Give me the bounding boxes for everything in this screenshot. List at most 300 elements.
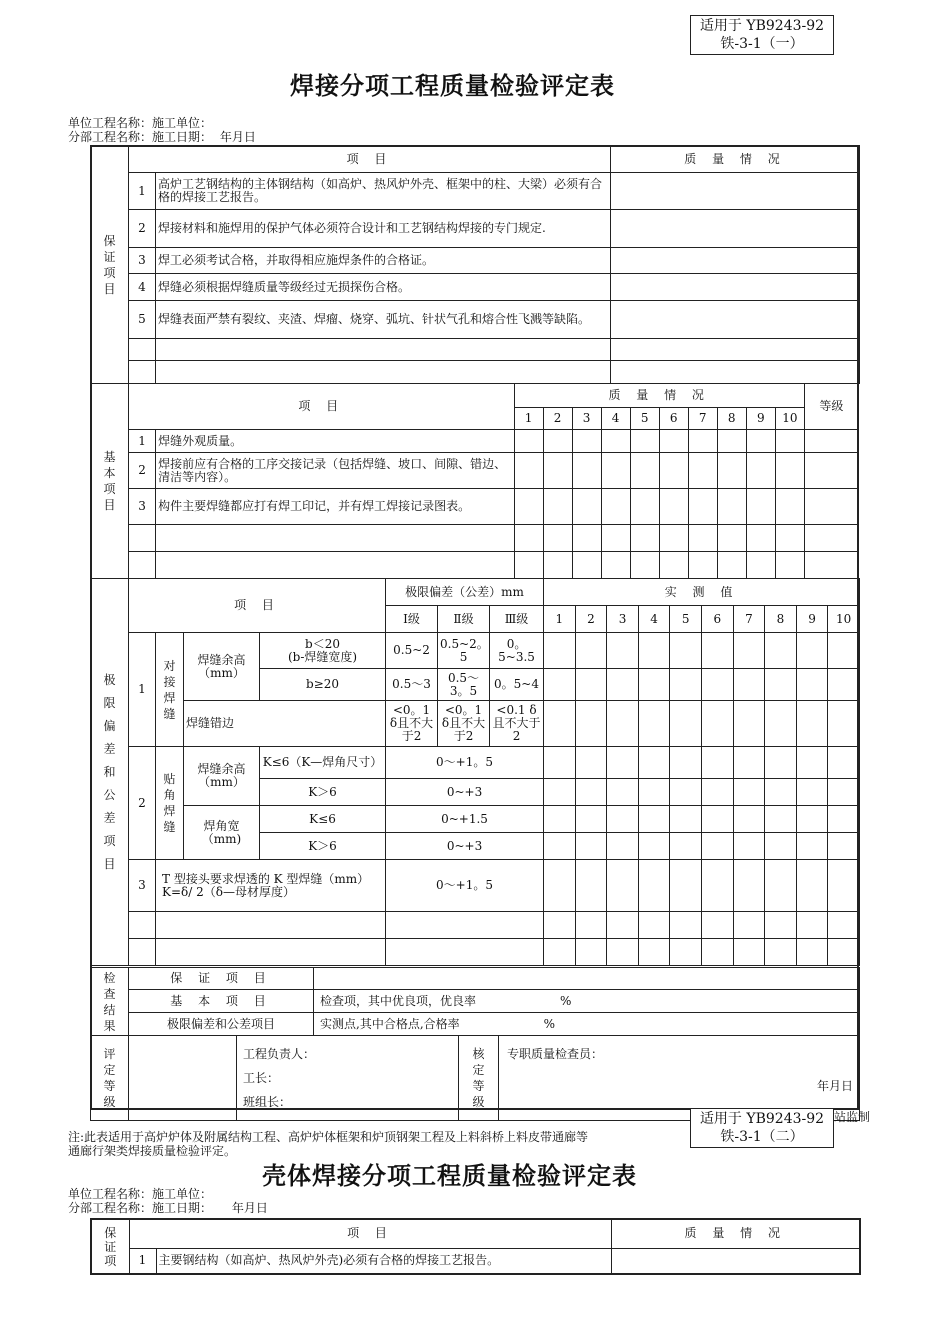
measure-cell[interactable] bbox=[828, 669, 860, 701]
measure-cell[interactable] bbox=[765, 779, 797, 806]
basic-result-text: 检查项，其中优良项，优良率 bbox=[320, 993, 477, 1008]
quality-cell[interactable] bbox=[746, 552, 775, 579]
empty-cell bbox=[129, 339, 156, 361]
percent-sign: % bbox=[560, 993, 572, 1008]
quality-cell[interactable] bbox=[775, 552, 804, 579]
measure-cell[interactable] bbox=[765, 747, 797, 779]
tolerance-section-label: 极 限 偏 差 和 公 差 项 目 bbox=[91, 579, 129, 966]
measure-cell[interactable] bbox=[733, 939, 765, 966]
empty-cell bbox=[129, 912, 156, 939]
row-number: 5 bbox=[129, 301, 156, 339]
quality-cell[interactable] bbox=[775, 430, 804, 453]
quality-cell[interactable] bbox=[572, 552, 601, 579]
col-number: 1 bbox=[514, 408, 543, 430]
form-code: 铁-3-1（二） bbox=[720, 1129, 804, 1145]
limit-value: <0。1 δ且不大于2 bbox=[386, 701, 438, 747]
measure-cell[interactable] bbox=[607, 779, 639, 806]
grade-cell[interactable] bbox=[804, 430, 858, 453]
grade-cell[interactable] bbox=[804, 453, 858, 489]
empty-cell bbox=[129, 939, 156, 966]
col-number: 9 bbox=[746, 408, 775, 430]
guarantee-table bbox=[90, 145, 860, 384]
measure-cell[interactable] bbox=[796, 633, 828, 669]
signatures-cell[interactable] bbox=[237, 1036, 459, 1121]
basic-header-grade: 等级 bbox=[804, 384, 858, 430]
shell-item-text: 主要钢结构（如高炉、热风炉外壳)必须有合格的焊接工艺报告。 bbox=[156, 1248, 611, 1274]
grade-2-header: Ⅱ级 bbox=[438, 606, 490, 633]
quality-cell[interactable] bbox=[717, 430, 746, 453]
measure-cell[interactable] bbox=[607, 701, 639, 747]
col-number: 8 bbox=[717, 408, 746, 430]
guarantee-header-item: 项 目 bbox=[129, 146, 611, 173]
quality-cell[interactable] bbox=[746, 525, 775, 552]
row-number: 2 bbox=[129, 210, 156, 248]
quality-cell[interactable] bbox=[659, 489, 688, 525]
quality-cell[interactable] bbox=[601, 525, 630, 552]
measure-cell[interactable] bbox=[670, 779, 702, 806]
tolerance-header-limit: 极限偏差（公差）mm bbox=[386, 579, 544, 606]
quality-cell[interactable] bbox=[630, 489, 659, 525]
limit-value: 0~+1.5 bbox=[386, 806, 544, 833]
quality-cell[interactable] bbox=[611, 274, 860, 301]
quality-cell[interactable] bbox=[659, 525, 688, 552]
guarantee-item-text: 焊工必须考试合格，并取得相应施焊条件的合格证。 bbox=[156, 248, 611, 274]
quality-cell[interactable] bbox=[543, 489, 572, 525]
measure-cell[interactable] bbox=[638, 669, 670, 701]
measure-cell[interactable] bbox=[828, 912, 860, 939]
basic-header-quality: 质 量 情 况 bbox=[514, 384, 804, 408]
measure-cell[interactable] bbox=[733, 779, 765, 806]
page-title-2: 壳体焊接分项工程质量检验评定表 bbox=[262, 1161, 637, 1190]
check-guarantee-label: 保 证 项 目 bbox=[129, 968, 314, 990]
limit-value: 0。5~3.5 bbox=[490, 633, 544, 669]
quality-cell[interactable] bbox=[611, 173, 860, 210]
evaluation-grade-cell[interactable] bbox=[129, 1036, 237, 1121]
quality-cell[interactable] bbox=[611, 301, 860, 339]
standard-badge bbox=[690, 15, 834, 55]
standard-code: 适用于 YB9243-92 bbox=[699, 18, 825, 34]
measure-cell[interactable] bbox=[575, 806, 607, 833]
k-le-6-label: K≤6 bbox=[260, 806, 386, 833]
measure-cell[interactable] bbox=[733, 701, 765, 747]
measure-cell[interactable] bbox=[670, 633, 702, 669]
team-leader-label: 班组长： bbox=[243, 1095, 292, 1109]
row-number: 2 bbox=[129, 453, 156, 489]
check-tolerance-result[interactable] bbox=[314, 1013, 860, 1036]
measure-cell[interactable] bbox=[607, 939, 639, 966]
measure-cell[interactable] bbox=[575, 669, 607, 701]
grade-1-header: Ⅰ级 bbox=[386, 606, 438, 633]
measure-cell[interactable] bbox=[733, 860, 765, 912]
measure-cell[interactable] bbox=[765, 860, 797, 912]
foreman-label: 工长： bbox=[243, 1071, 280, 1085]
measure-cell[interactable] bbox=[544, 939, 576, 966]
empty-cell bbox=[156, 912, 386, 939]
butt-weld-label: 对 接 焊 缝 bbox=[156, 633, 184, 747]
limit-value: 0.5~2 bbox=[386, 633, 438, 669]
reinforcement-label: 焊缝余高（mm） bbox=[184, 633, 260, 701]
shell-header-item: 项 目 bbox=[129, 1219, 611, 1248]
measure-cell[interactable] bbox=[733, 747, 765, 779]
measure-cell[interactable] bbox=[638, 912, 670, 939]
measure-cell[interactable] bbox=[607, 860, 639, 912]
quality-cell[interactable] bbox=[543, 430, 572, 453]
measure-cell[interactable] bbox=[670, 833, 702, 860]
guarantee-header-quality: 质 量 情 况 bbox=[611, 146, 860, 173]
measure-cell[interactable] bbox=[702, 939, 734, 966]
tolerance-result-text: 实测点,其中合格点,合格率 bbox=[320, 1016, 460, 1031]
measure-cell[interactable] bbox=[638, 633, 670, 669]
empty-cell bbox=[129, 361, 156, 384]
quality-cell[interactable] bbox=[601, 453, 630, 489]
note-line-1: 注:此表适用于高炉炉体及附属结构工程、高炉炉体框架和炉顶钢架工程及上料斜桥上料皮带通廊等 bbox=[68, 1130, 589, 1144]
measure-cell[interactable] bbox=[638, 806, 670, 833]
measure-cell[interactable] bbox=[544, 633, 576, 669]
measure-cell[interactable] bbox=[670, 701, 702, 747]
measure-cell[interactable] bbox=[796, 912, 828, 939]
measure-cell[interactable] bbox=[828, 833, 860, 860]
guarantee-item-text: 焊接材料和施焊用的保护气体必须符合设计和工艺钢结构焊接的专门规定. bbox=[156, 210, 611, 248]
tolerance-header-item: 项 目 bbox=[129, 579, 386, 633]
col-number: 6 bbox=[659, 408, 688, 430]
measure-cell[interactable] bbox=[828, 747, 860, 779]
measure-cell[interactable] bbox=[607, 633, 639, 669]
measure-cell[interactable] bbox=[544, 747, 576, 779]
measure-cell[interactable] bbox=[544, 860, 576, 912]
basic-section-label: 基 本 项 目 bbox=[91, 384, 129, 579]
measure-cell[interactable] bbox=[544, 833, 576, 860]
measure-cell[interactable] bbox=[733, 912, 765, 939]
measure-cell[interactable] bbox=[828, 779, 860, 806]
row-number: 3 bbox=[129, 860, 156, 912]
note-tail: 站监制 bbox=[834, 1110, 871, 1124]
row-number: 1 bbox=[129, 633, 156, 747]
quality-cell[interactable] bbox=[688, 552, 717, 579]
quality-cell[interactable] bbox=[688, 489, 717, 525]
measure-cell[interactable] bbox=[544, 701, 576, 747]
quality-cell[interactable] bbox=[514, 430, 543, 453]
measure-cell[interactable] bbox=[796, 833, 828, 860]
limit-value: <0.1 δ且不大于2 bbox=[490, 701, 544, 747]
col-number: 2 bbox=[543, 408, 572, 430]
limit-value: 0～+1。5 bbox=[386, 747, 544, 779]
basic-item-text: 焊接前应有合格的工序交接记录（包括焊缝、坡口、间隙、错边、清洁等内容）。 bbox=[156, 453, 514, 489]
shell-guarantee-label: 保 证 项 bbox=[91, 1219, 129, 1274]
sub-project-line-2 bbox=[68, 1202, 268, 1215]
basic-item-text: 焊缝外观质量。 bbox=[156, 430, 514, 453]
measure-cell[interactable] bbox=[765, 701, 797, 747]
t-joint-label: T 型接头要求焊透的 K 型焊缝（mm） K=δ/ 2（δ—母材厚度） bbox=[156, 860, 386, 912]
shell-header-quality: 质 量 情 况 bbox=[611, 1219, 860, 1248]
sub-project-line bbox=[68, 131, 256, 144]
row-number: 4 bbox=[129, 274, 156, 301]
measure-cell[interactable] bbox=[670, 669, 702, 701]
k-gt-6-label: K＞6 bbox=[260, 779, 386, 806]
limit-value: 0.5～3 bbox=[386, 669, 438, 701]
quality-cell[interactable] bbox=[775, 525, 804, 552]
row-number: 3 bbox=[129, 489, 156, 525]
standard-code: 适用于 YB9243-92 bbox=[699, 1111, 825, 1127]
measure-cell[interactable] bbox=[702, 833, 734, 860]
col-number: 6 bbox=[702, 606, 734, 633]
page-title: 焊接分项工程质量检验评定表 bbox=[290, 71, 615, 100]
empty-cell bbox=[129, 525, 156, 552]
measure-cell[interactable] bbox=[702, 779, 734, 806]
b-ge-20-label: b≥20 bbox=[260, 669, 386, 701]
limit-value: 0~+3 bbox=[386, 779, 544, 806]
measure-cell[interactable] bbox=[607, 747, 639, 779]
evaluation-grade-label: 评 定 等 级 bbox=[91, 1036, 129, 1121]
quality-cell[interactable] bbox=[514, 489, 543, 525]
measure-cell[interactable] bbox=[670, 912, 702, 939]
standard-badge-2 bbox=[690, 1108, 834, 1148]
measure-cell[interactable] bbox=[670, 860, 702, 912]
unit-project-line-2 bbox=[68, 1188, 212, 1201]
measure-cell[interactable] bbox=[702, 912, 734, 939]
empty-cell bbox=[129, 552, 156, 579]
measure-cell[interactable] bbox=[796, 779, 828, 806]
measure-cell[interactable] bbox=[575, 833, 607, 860]
quality-cell[interactable] bbox=[572, 525, 601, 552]
quality-cell[interactable] bbox=[659, 552, 688, 579]
quality-cell[interactable] bbox=[659, 453, 688, 489]
basic-header-item: 项 目 bbox=[129, 384, 514, 430]
col-number: 4 bbox=[638, 606, 670, 633]
measure-cell[interactable] bbox=[733, 669, 765, 701]
basic-table bbox=[90, 383, 859, 579]
quality-cell[interactable] bbox=[746, 489, 775, 525]
measure-cell[interactable] bbox=[575, 747, 607, 779]
measure-cell[interactable] bbox=[765, 669, 797, 701]
quality-cell[interactable] bbox=[572, 430, 601, 453]
measure-cell[interactable] bbox=[638, 939, 670, 966]
quality-cell[interactable] bbox=[717, 525, 746, 552]
k-gt-6-label: K＞6 bbox=[260, 833, 386, 860]
inspector-label: 专职质量检查员： bbox=[507, 1047, 604, 1061]
check-basic-label: 基 本 项 目 bbox=[129, 990, 314, 1013]
tolerance-table bbox=[90, 578, 860, 966]
measure-cell[interactable] bbox=[796, 860, 828, 912]
measure-cell[interactable] bbox=[796, 701, 828, 747]
row-number: 1 bbox=[129, 1248, 156, 1274]
quality-cell[interactable] bbox=[572, 453, 601, 489]
sub-project-label: 分部工程名称：施工日期： bbox=[68, 130, 213, 144]
quality-cell[interactable] bbox=[601, 430, 630, 453]
guarantee-section-label: 保 证 项 目 bbox=[91, 146, 129, 384]
measure-cell[interactable] bbox=[796, 747, 828, 779]
verified-grade-label: 核 定 等 级 bbox=[459, 1036, 499, 1121]
col-number: 7 bbox=[688, 408, 717, 430]
measure-cell[interactable] bbox=[702, 633, 734, 669]
quality-cell[interactable] bbox=[543, 552, 572, 579]
quality-cell[interactable] bbox=[775, 489, 804, 525]
measure-cell[interactable] bbox=[638, 701, 670, 747]
measure-cell[interactable] bbox=[607, 806, 639, 833]
measure-cell[interactable] bbox=[733, 833, 765, 860]
grade-cell[interactable] bbox=[804, 489, 858, 525]
quality-cell[interactable] bbox=[514, 453, 543, 489]
empty-cell bbox=[386, 912, 544, 939]
empty-cell bbox=[156, 552, 514, 579]
limit-value: 0.5～3。5 bbox=[438, 669, 490, 701]
quality-cell[interactable] bbox=[572, 489, 601, 525]
measure-cell[interactable] bbox=[765, 939, 797, 966]
measure-cell[interactable] bbox=[765, 912, 797, 939]
row-number: 3 bbox=[129, 248, 156, 274]
measure-cell[interactable] bbox=[796, 939, 828, 966]
quality-cell[interactable] bbox=[688, 525, 717, 552]
date-label: 年月日 bbox=[231, 1201, 268, 1215]
quality-cell[interactable] bbox=[630, 552, 659, 579]
col-number: 10 bbox=[775, 408, 804, 430]
check-result-label: 检 查 结 果 bbox=[91, 968, 129, 1036]
measure-cell[interactable] bbox=[796, 669, 828, 701]
row-number: 1 bbox=[129, 173, 156, 210]
quality-cell[interactable] bbox=[717, 489, 746, 525]
leg-width-label: 焊角宽（mm) bbox=[184, 806, 260, 860]
measure-cell[interactable] bbox=[828, 806, 860, 833]
measure-cell[interactable] bbox=[575, 701, 607, 747]
row-number: 2 bbox=[129, 747, 156, 860]
quality-cell[interactable] bbox=[746, 453, 775, 489]
sub-project-label: 分部工程名称：施工日期： bbox=[68, 1201, 213, 1215]
measure-cell[interactable] bbox=[575, 912, 607, 939]
unit-project-label: 单位工程名称：施工单位： bbox=[68, 116, 213, 130]
quality-cell[interactable] bbox=[543, 525, 572, 552]
row-number: 1 bbox=[129, 430, 156, 453]
limit-value: 0.5~2。5 bbox=[438, 633, 490, 669]
limit-value: 0～+1。5 bbox=[386, 860, 544, 912]
percent-sign: % bbox=[543, 1016, 556, 1031]
misalignment-label: 焊缝错边 bbox=[184, 701, 386, 747]
measure-cell[interactable] bbox=[544, 912, 576, 939]
measure-cell[interactable] bbox=[702, 701, 734, 747]
col-number: 3 bbox=[572, 408, 601, 430]
shell-weld-table bbox=[90, 1218, 861, 1275]
fillet-reinforcement-label: 焊缝余高（mm） bbox=[184, 747, 260, 806]
grade-cell[interactable] bbox=[804, 525, 858, 552]
measure-cell[interactable] bbox=[702, 860, 734, 912]
quality-cell[interactable] bbox=[717, 552, 746, 579]
measure-cell[interactable] bbox=[796, 806, 828, 833]
quality-cell[interactable] bbox=[601, 489, 630, 525]
measure-cell[interactable] bbox=[765, 806, 797, 833]
quality-cell[interactable] bbox=[611, 210, 860, 248]
b-less-20-label bbox=[260, 633, 386, 669]
quality-cell[interactable] bbox=[775, 453, 804, 489]
col-number: 5 bbox=[630, 408, 659, 430]
quality-cell[interactable] bbox=[611, 361, 860, 384]
form-code: 铁-3-1（一） bbox=[720, 36, 804, 52]
measure-cell[interactable] bbox=[733, 806, 765, 833]
b-definition-text: (b-焊缝宽度) bbox=[287, 649, 358, 664]
empty-cell bbox=[156, 525, 514, 552]
measure-cell[interactable] bbox=[638, 860, 670, 912]
limit-value: <0。1 δ且不大于2 bbox=[438, 701, 490, 747]
measure-cell[interactable] bbox=[575, 860, 607, 912]
measure-cell[interactable] bbox=[607, 912, 639, 939]
measure-cell[interactable] bbox=[544, 779, 576, 806]
col-number: 1 bbox=[544, 606, 576, 633]
check-basic-result[interactable] bbox=[314, 990, 860, 1013]
quality-cell[interactable] bbox=[611, 339, 860, 361]
measure-cell[interactable] bbox=[765, 833, 797, 860]
quality-cell[interactable] bbox=[688, 453, 717, 489]
tolerance-header-measured: 实 测 值 bbox=[544, 579, 860, 606]
measure-cell[interactable] bbox=[638, 779, 670, 806]
measure-cell[interactable] bbox=[702, 747, 734, 779]
measure-cell[interactable] bbox=[544, 669, 576, 701]
measure-cell[interactable] bbox=[765, 633, 797, 669]
measure-cell[interactable] bbox=[544, 806, 576, 833]
measure-cell[interactable] bbox=[828, 860, 860, 912]
guarantee-item-text: 焊缝表面严禁有裂纹、夹渣、焊瘤、烧穿、弧坑、针状气孔和熔合性飞溅等缺陷。 bbox=[156, 301, 611, 339]
b-less-20-text: b＜20 bbox=[305, 636, 340, 651]
quality-cell[interactable] bbox=[611, 248, 860, 274]
measure-cell[interactable] bbox=[575, 779, 607, 806]
quality-cell[interactable] bbox=[688, 430, 717, 453]
col-number: 5 bbox=[670, 606, 702, 633]
measure-cell[interactable] bbox=[828, 939, 860, 966]
check-result-table bbox=[90, 967, 860, 1036]
col-number: 8 bbox=[765, 606, 797, 633]
measure-cell[interactable] bbox=[670, 806, 702, 833]
limit-value: 0。5~4 bbox=[490, 669, 544, 701]
quality-cell[interactable] bbox=[514, 525, 543, 552]
col-number: 4 bbox=[601, 408, 630, 430]
k-le-6-label: K≤6（K—焊角尺寸） bbox=[260, 747, 386, 779]
col-number: 9 bbox=[796, 606, 828, 633]
measure-cell[interactable] bbox=[607, 669, 639, 701]
grade-3-header: Ⅲ级 bbox=[490, 606, 544, 633]
quality-cell[interactable] bbox=[630, 453, 659, 489]
quality-cell[interactable] bbox=[630, 430, 659, 453]
quality-cell[interactable] bbox=[659, 430, 688, 453]
measure-cell[interactable] bbox=[638, 747, 670, 779]
quality-cell[interactable] bbox=[514, 552, 543, 579]
quality-cell[interactable] bbox=[746, 430, 775, 453]
measure-cell[interactable] bbox=[702, 806, 734, 833]
empty-cell bbox=[156, 339, 611, 361]
measure-cell[interactable] bbox=[607, 833, 639, 860]
unit-project-label: 单位工程名称：施工单位： bbox=[68, 1187, 213, 1201]
measure-cell[interactable] bbox=[828, 701, 860, 747]
empty-cell bbox=[156, 361, 611, 384]
measure-cell[interactable] bbox=[670, 939, 702, 966]
grade-cell[interactable] bbox=[804, 552, 858, 579]
measure-cell[interactable] bbox=[575, 939, 607, 966]
quality-cell[interactable] bbox=[611, 1248, 860, 1274]
measure-cell[interactable] bbox=[670, 747, 702, 779]
measure-cell[interactable] bbox=[828, 633, 860, 669]
col-number: 3 bbox=[607, 606, 639, 633]
col-number: 10 bbox=[828, 606, 860, 633]
date-label: 年月日 bbox=[219, 130, 256, 144]
measure-cell[interactable] bbox=[733, 633, 765, 669]
guarantee-item-text: 高炉工艺钢结构的主体钢结构（如高炉、热风炉外壳、框架中的柱、大梁）必须有合格的焊接工艺报告。 bbox=[156, 173, 611, 210]
quality-cell[interactable] bbox=[601, 552, 630, 579]
quality-cell[interactable] bbox=[717, 453, 746, 489]
measure-cell[interactable] bbox=[575, 633, 607, 669]
guarantee-item-text: 焊缝必须根据焊缝质量等级经过无损探伤合格。 bbox=[156, 274, 611, 301]
quality-cell[interactable] bbox=[630, 525, 659, 552]
quality-cell[interactable] bbox=[543, 453, 572, 489]
fillet-weld-label: 贴 角 焊 缝 bbox=[156, 747, 184, 860]
unit-project-line bbox=[68, 117, 212, 130]
check-guarantee-result[interactable] bbox=[314, 968, 860, 990]
measure-cell[interactable] bbox=[702, 669, 734, 701]
measure-cell[interactable] bbox=[638, 833, 670, 860]
